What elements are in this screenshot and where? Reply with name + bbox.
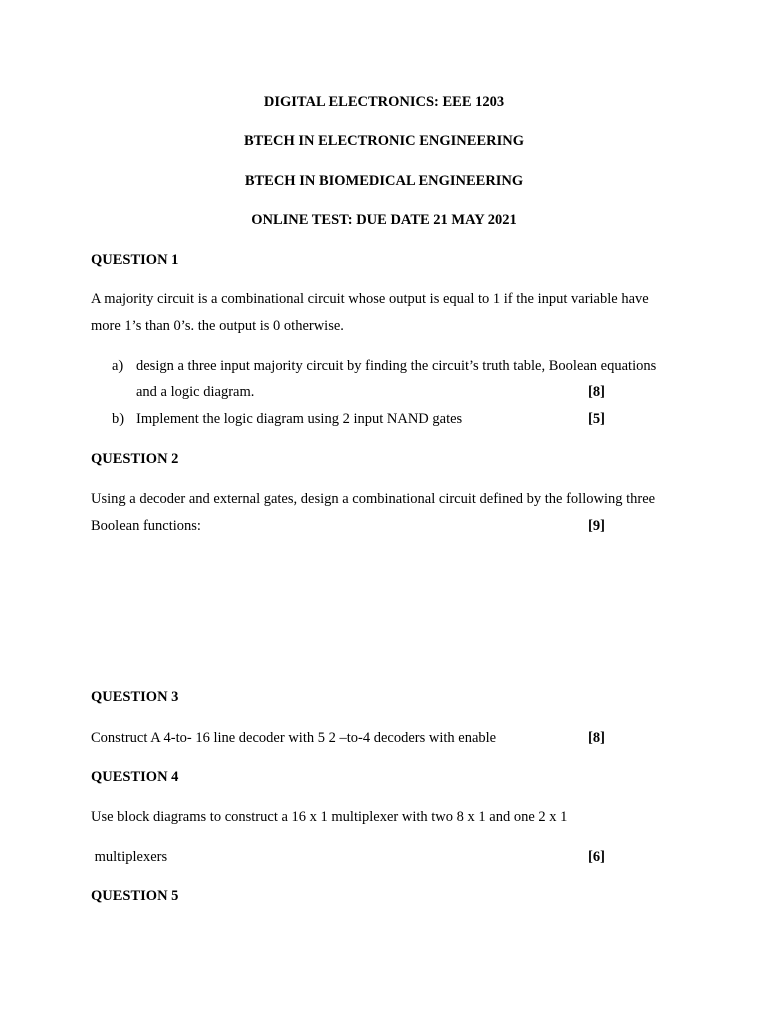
question-1a-marks: [8] <box>588 384 605 400</box>
question-1a-text-line1: design a three input majority circuit by finding the circuit’s truth table, Boolean equations <box>136 358 657 374</box>
question-4-text-line2: multiplexers <box>91 849 168 865</box>
question-3-text: Construct A 4-to- 16 line decoder with 5 2 –to-4 decoders with enable <box>91 730 497 746</box>
question-1b-label: b) <box>112 411 125 427</box>
question-1-text-line1: A majority circuit is a combinational circuit whose output is equal to 1 if the input variable have <box>91 291 649 307</box>
question-2-text-line2: Boolean functions: <box>91 518 201 534</box>
question-2-heading: QUESTION 2 <box>91 451 179 467</box>
question-2-text-line1: Using a decoder and external gates, design a combinational circuit defined by the following three <box>91 491 656 507</box>
question-5-heading: QUESTION 5 <box>91 888 179 904</box>
course-title: DIGITAL ELECTRONICS: EEE 1203 <box>263 94 505 110</box>
question-1a-text-line2: and a logic diagram. <box>136 384 255 400</box>
question-1b-marks: [5] <box>588 411 605 427</box>
question-4-heading: QUESTION 4 <box>91 769 179 785</box>
question-3-marks: [8] <box>588 730 605 746</box>
program-title-biomedical: BTECH IN BIOMEDICAL ENGINEERING <box>244 173 524 189</box>
question-4-text-line1: Use block diagrams to construct a 16 x 1 multiplexer with two 8 x 1 and one 2 x 1 <box>91 809 568 825</box>
question-1-heading: QUESTION 1 <box>91 252 179 268</box>
question-1-text-line2: more 1’s than 0’s. the output is 0 otherwise. <box>91 318 344 334</box>
question-3-heading: QUESTION 3 <box>91 689 179 705</box>
program-title-electronic: BTECH IN ELECTRONIC ENGINEERING <box>244 133 524 149</box>
question-4-marks: [6] <box>588 849 605 865</box>
question-2-marks: [9] <box>588 518 605 534</box>
question-1a-label: a) <box>112 358 124 374</box>
test-due-date: ONLINE TEST: DUE DATE 21 MAY 2021 <box>251 212 517 228</box>
question-1b-text: Implement the logic diagram using 2 input NAND gates <box>136 411 463 427</box>
